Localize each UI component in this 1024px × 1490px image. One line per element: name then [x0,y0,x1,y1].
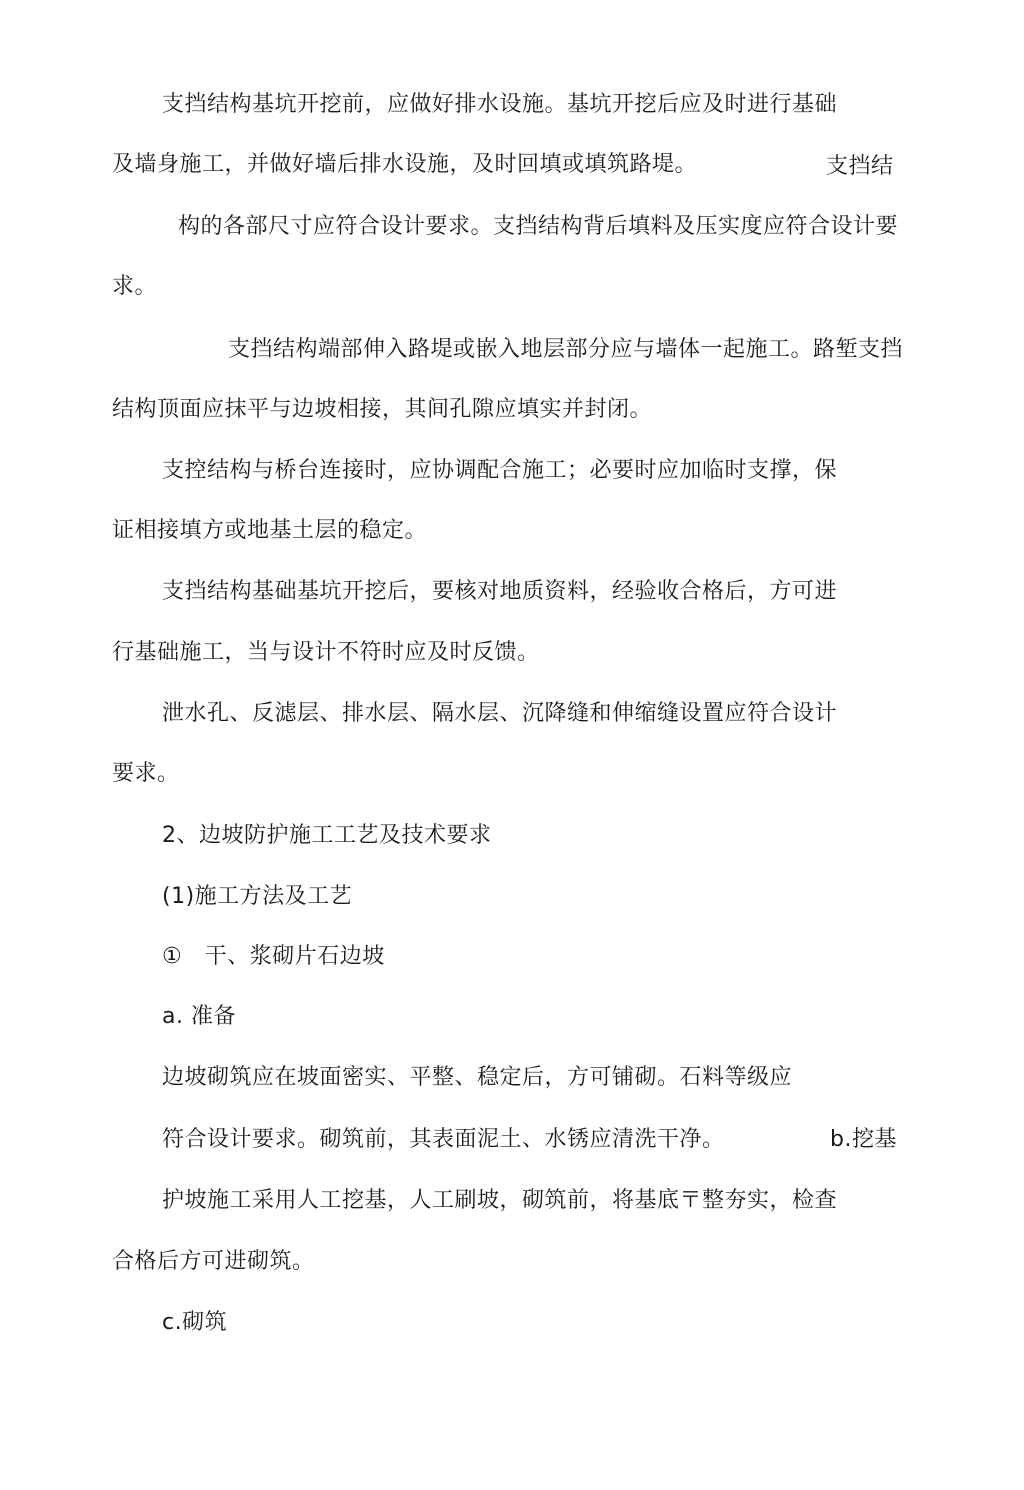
step-heading: a. 准备 [162,1004,236,1029]
text-line: 支挡结构基坑开挖前，应做好排水设施。基坑开挖后应及时进行基础 [162,92,838,117]
text-line: 结构顶面应抹平与边坡相接，其间孔隙应填实并封闭。 [112,397,653,422]
text-line: 求。 [112,274,158,299]
text-line: 支控结构与桥台连接时，应协调配合施工；必要时应加临时支撑，保 [162,458,838,483]
text-line: 构的各部尺寸应符合设计要求。支挡结构背后填料及压实度应符合设计要 [178,214,899,239]
text-line: 边坡砌筑应在坡面密实、平整、稳定后，方可铺砌。石料等级应 [162,1065,793,1090]
item-heading: ① 干、浆砌片石边坡 [162,944,385,969]
text-line: 证相接填方或地基土层的稳定。 [112,518,428,543]
text-line: 合格后方可进砌筑。 [112,1249,315,1274]
text-line: 护坡施工采用人工挖基，人工刷坡，砌筑前，将基底〒整夯实，检查 [162,1188,838,1213]
text-line: 支挡结构端部伸入路堤或嵌入地层部分应与墙体一起施工。路堑支挡 [228,337,904,362]
text-line: 要求。 [112,761,180,786]
text-line: 支挡结构基础基坑开挖后，要核对地质资料，经验收合格后，方可进 [162,579,838,604]
text-line: 行基础施工，当与设计不符时应及时反馈。 [112,640,540,665]
text-line: 符合设计要求。砌筑前，其表面泥土、水锈应清洗干净。 [162,1127,725,1152]
subsection-heading: (1)施工方法及工艺 [162,884,353,909]
text-line: 泄水孔、反滤层、排水层、隔水层、沉降缝和伸缩缝设置应符合设计 [162,701,838,726]
section-heading: 2、边坡防护施工工艺及技术要求 [162,823,492,848]
step-heading: c.砌筑 [162,1310,228,1335]
text-line: 支挡结 [826,154,894,179]
text-line: 及墙身施工，并做好墙后排水设施，及时回填或填筑路堤。 [112,152,698,177]
step-heading: b.挖基 [830,1127,897,1152]
